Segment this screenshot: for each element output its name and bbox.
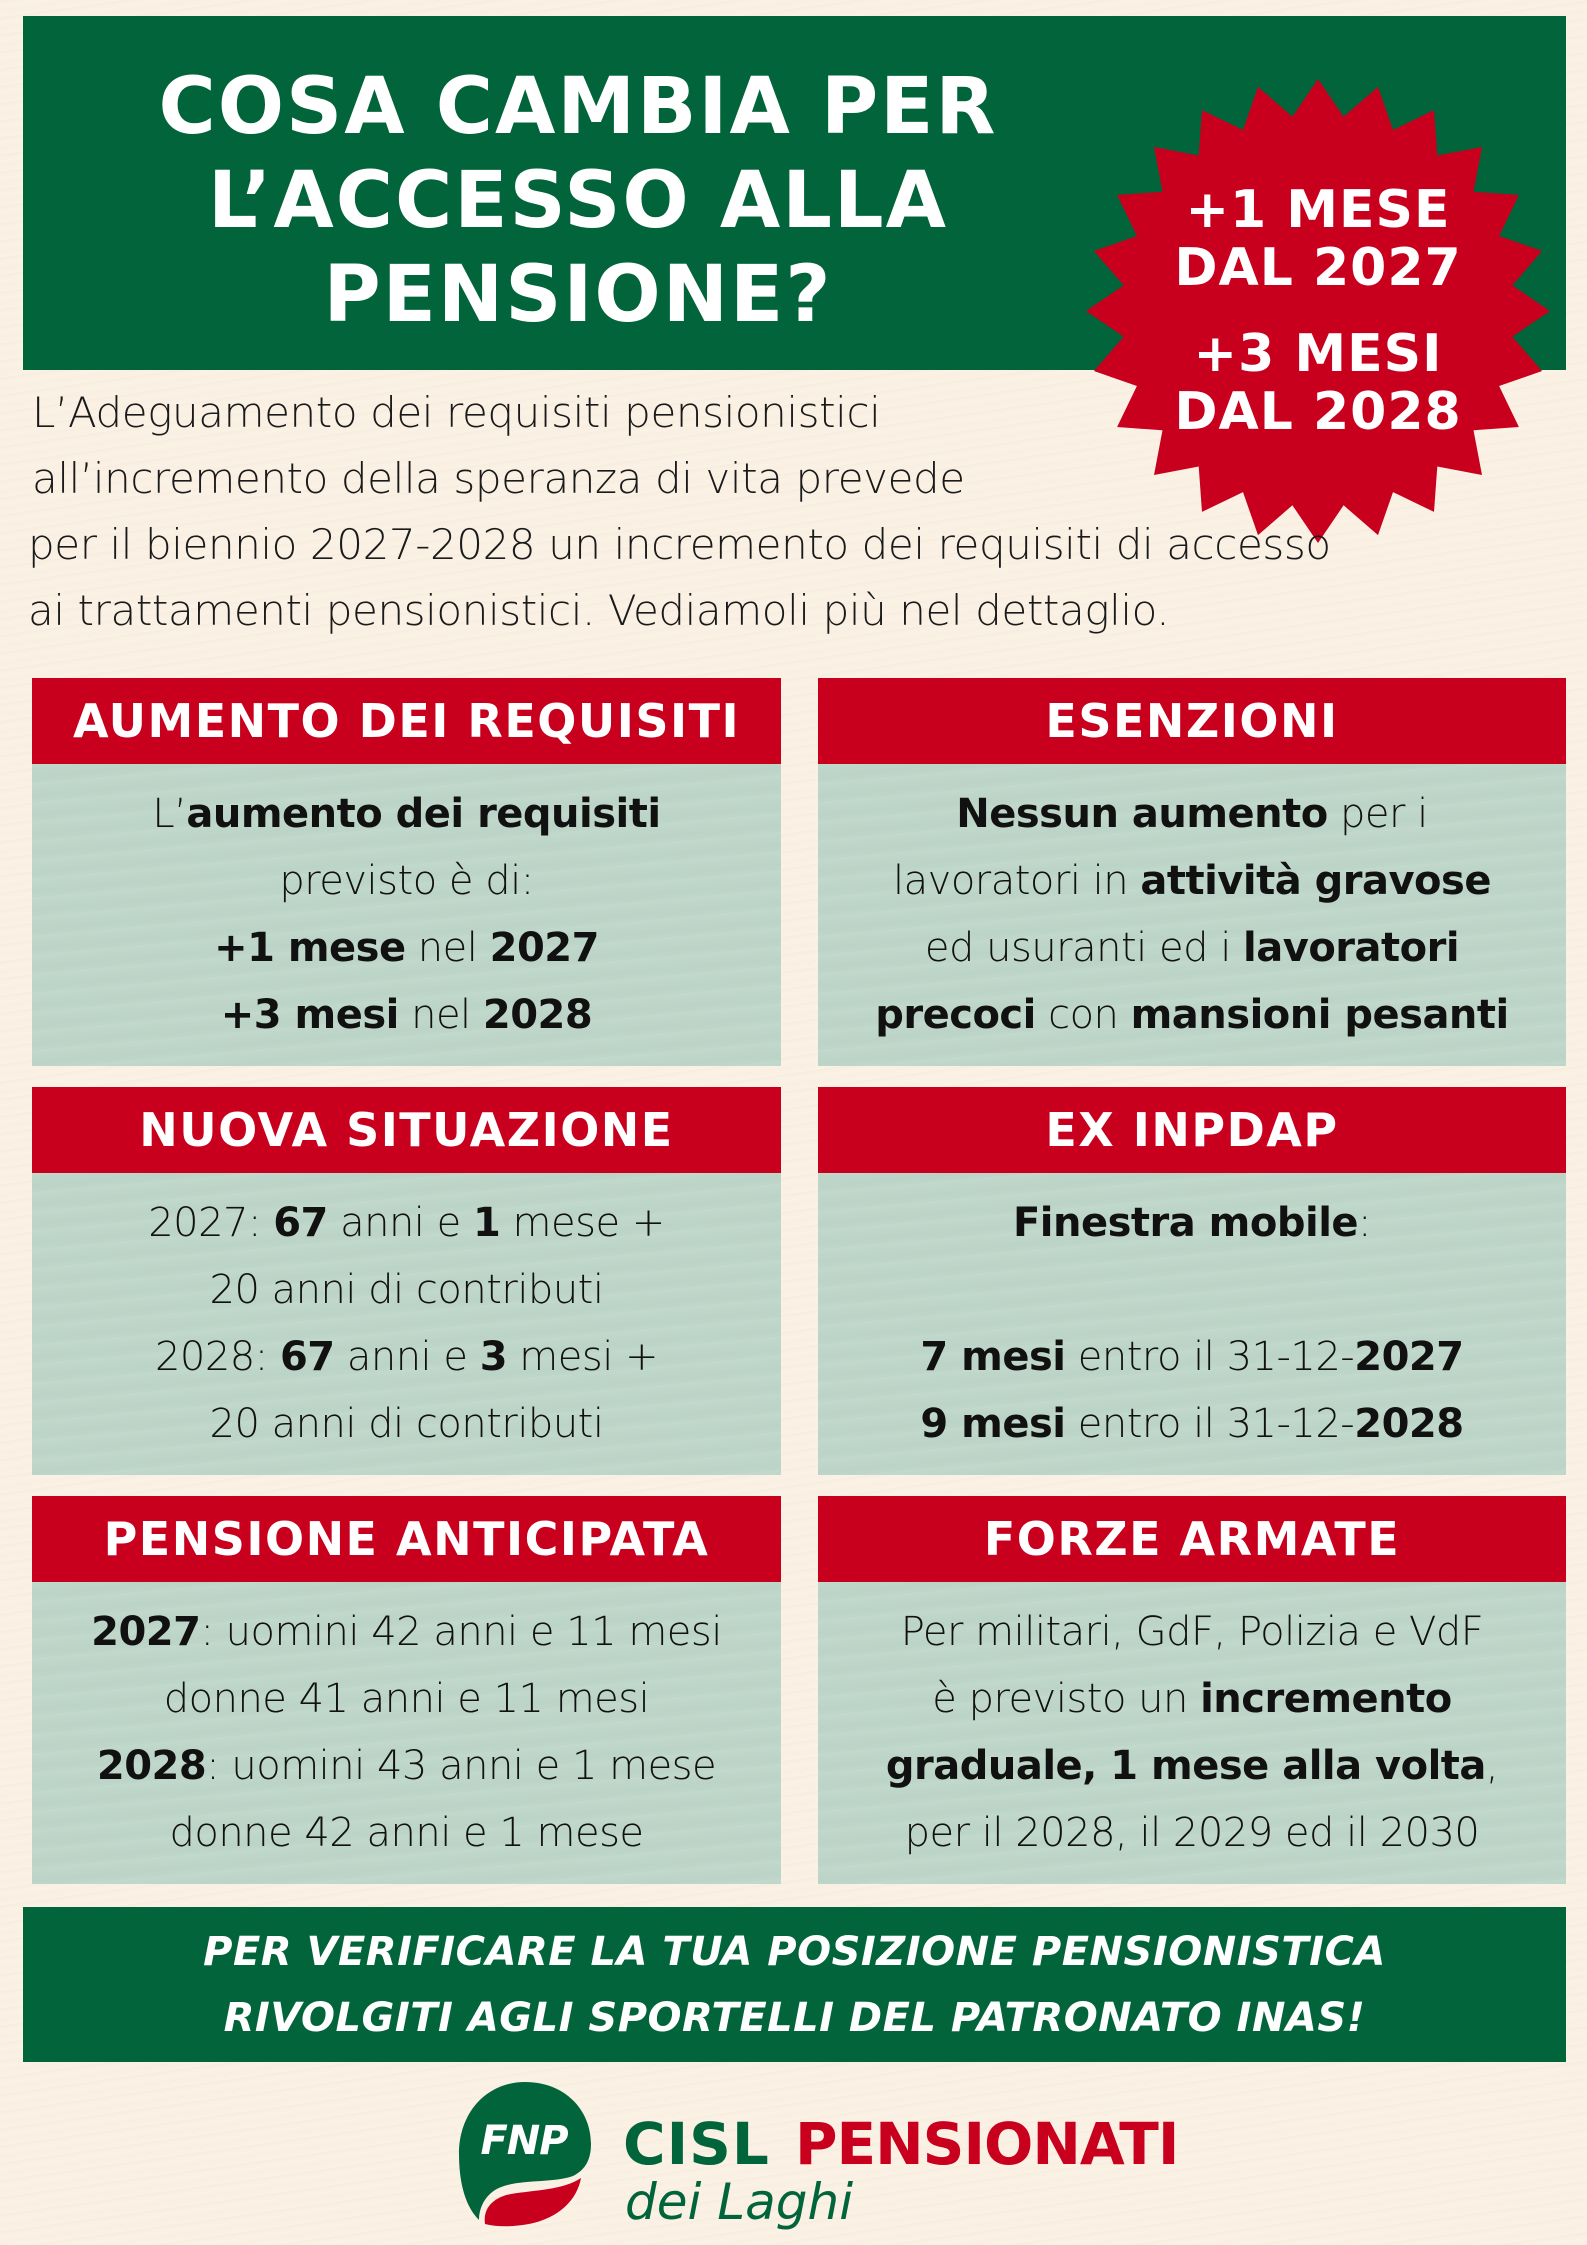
card-text-line: previsto è di: <box>279 858 534 904</box>
badge-line-1b: DAL 2027 <box>1174 238 1462 298</box>
cta-line-2: RIVOLGITI AGLI SPORTELLI DEL PATRONATO INAS! <box>223 1994 1366 2041</box>
card-text-line: donne 41 anni e 11 mesi <box>163 1676 650 1722</box>
card-title: ESENZIONI <box>818 678 1566 764</box>
intro-line-2: all’incremento della speranza di vita prevede <box>32 454 965 503</box>
card-body <box>32 1173 781 1475</box>
card-nuova-situazione <box>32 1087 781 1475</box>
card-text-line: donne 42 anni e 1 mese <box>169 1810 644 1856</box>
card-forze-armate <box>818 1496 1566 1884</box>
logo-subtitle: dei Laghi <box>625 2173 854 2231</box>
card-text-line: Finestra mobile: <box>1012 1200 1372 1246</box>
card-ex-inpdap <box>818 1087 1566 1475</box>
logo <box>455 2078 1179 2238</box>
title-line-3: PENSIONE? <box>323 250 833 340</box>
card-text-line: 2027: uomini 42 anni e 11 mesi <box>91 1609 722 1655</box>
card-text-line: è previsto un incremento <box>932 1676 1452 1722</box>
badge-text <box>1083 76 1553 546</box>
intro-line-3: per il biennio 2027-2028 un incremento dei requisiti di accesso <box>28 520 1331 569</box>
card-body <box>32 764 781 1066</box>
card-text-line: +1 mese nel 2027 <box>214 925 599 971</box>
cta-line-1: PER VERIFICARE LA TUA POSIZIONE PENSIONISTICA <box>203 1928 1386 1975</box>
card-text-line: precoci con mansioni pesanti <box>875 992 1509 1038</box>
card-text-line: Nessun aumento per i <box>956 791 1428 837</box>
logo-brand-cisl: CISL <box>623 2110 770 2178</box>
card-text-line: Per militari, GdF, Polizia e VdF <box>900 1609 1484 1655</box>
title-line-1: COSA CAMBIA PER <box>158 62 998 152</box>
card-text-line: graduale, 1 mese alla volta, <box>885 1743 1499 1789</box>
cta-banner <box>23 1907 1566 2062</box>
intro-line-1: L’Adeguamento dei requisiti pensionistici <box>32 388 881 437</box>
card-text-line: 20 anni di contributi <box>209 1267 604 1313</box>
badge-line-1a: +1 MESE <box>1185 180 1451 240</box>
intro-line-4: ai trattamenti pensionistici. Vediamoli più nel dettaglio. <box>28 586 1170 635</box>
card-body <box>818 764 1566 1066</box>
card-body <box>818 1173 1566 1475</box>
card-text-line: 2027: 67 anni e 1 mese + <box>148 1200 665 1246</box>
badge-line-2a: +3 MESI <box>1193 324 1443 384</box>
card-text-line: per il 2028, il 2029 ed il 2030 <box>904 1810 1480 1856</box>
card-text-line: ed usuranti ed i lavoratori <box>924 925 1460 971</box>
card-text-line: lavoratori in attività gravose <box>893 858 1491 904</box>
card-text-line: 7 mesi entro il 31-12-2027 <box>920 1334 1464 1380</box>
card-aumento-requisiti <box>32 678 781 1066</box>
card-text-line: 9 mesi entro il 31-12-2028 <box>920 1401 1464 1447</box>
card-title: EX INPDAP <box>818 1087 1566 1173</box>
card-title: PENSIONE ANTICIPATA <box>32 1496 781 1582</box>
card-pensione-anticipata <box>32 1496 781 1884</box>
title-line-2: L’ACCESSO ALLA <box>208 156 948 246</box>
card-text-line: L’aumento dei requisiti <box>152 791 661 837</box>
badge-line-2b: DAL 2028 <box>1174 382 1462 442</box>
card-title: AUMENTO DEI REQUISITI <box>32 678 781 764</box>
card-text-line: 2028: uomini 43 anni e 1 mese <box>96 1743 717 1789</box>
card-body <box>32 1582 781 1884</box>
card-title: FORZE ARMATE <box>818 1496 1566 1582</box>
starburst-badge <box>1083 76 1553 546</box>
logo-mark-text: FNP <box>480 2118 568 2164</box>
logo-brand-pensionati: PENSIONATI <box>795 2110 1179 2178</box>
page-title <box>53 60 1103 342</box>
card-text-line: 20 anni di contributi <box>209 1401 604 1447</box>
card-text-line: 2028: 67 anni e 3 mesi + <box>154 1334 659 1380</box>
card-body <box>818 1582 1566 1884</box>
card-esenzioni <box>818 678 1566 1066</box>
card-text-line: +3 mesi nel 2028 <box>220 992 593 1038</box>
card-title: NUOVA SITUAZIONE <box>32 1087 781 1173</box>
